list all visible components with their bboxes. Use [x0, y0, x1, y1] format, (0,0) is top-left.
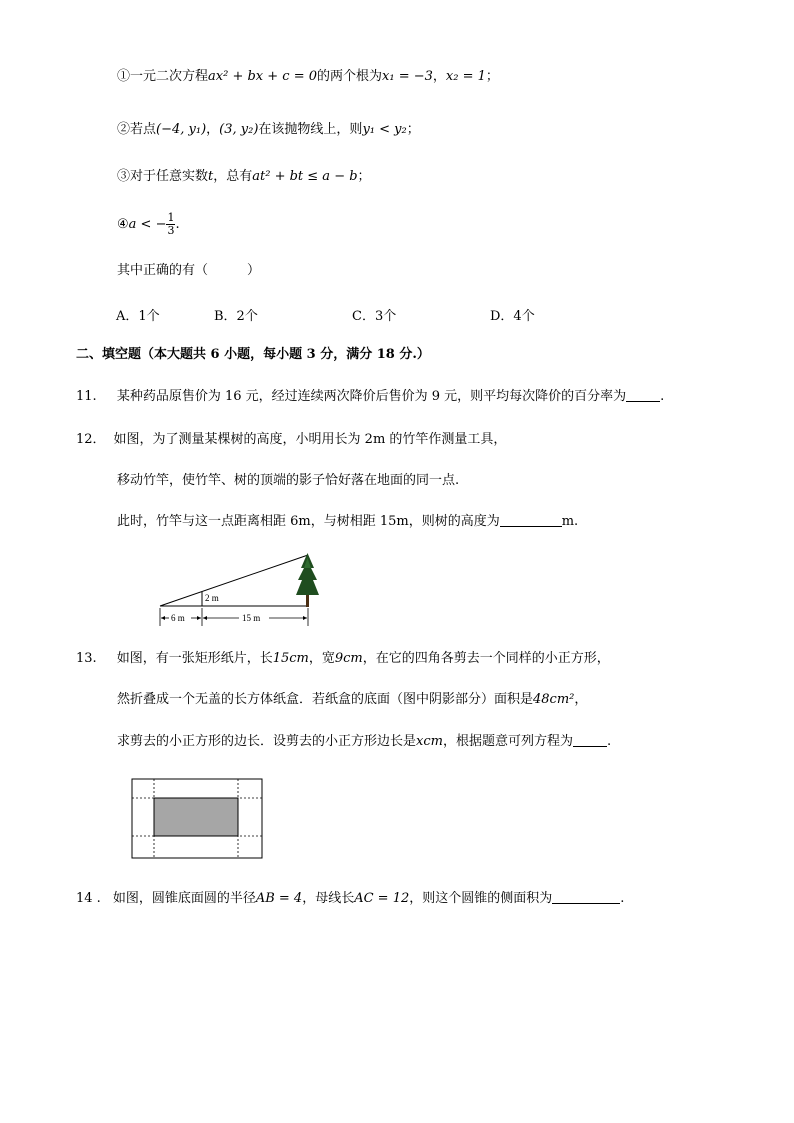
statement-3-t: t: [208, 169, 214, 184]
option-d[interactable]: D．4个: [490, 309, 535, 324]
q12-answer-blank[interactable]: [500, 513, 562, 527]
statement-3: [117, 168, 371, 186]
statement-2: [117, 121, 420, 139]
q12-line-3: [117, 513, 578, 531]
question-tail: 其中正确的有（ ）: [117, 263, 261, 278]
q13-length: 15cm: [272, 651, 309, 666]
question-13: [76, 650, 610, 668]
statement-3-end: ；: [357, 169, 371, 184]
q14-text-a: 如图，圆锥底面圆的半径: [112, 891, 256, 906]
fraction-denominator: 3: [167, 224, 175, 237]
section-title: 二、填空题（本大题共 6 小题，每小题 3 分，满分 18 分.）: [76, 347, 430, 362]
sight-line: [160, 555, 308, 606]
statement-1-end: ；: [485, 69, 499, 84]
q13-variable: xcm: [416, 734, 443, 749]
q13-line-3: [117, 733, 611, 751]
q13-line-2-a: 然折叠成一个无盖的长方体纸盒．若纸盒的底面（图中阴影部分）面积是: [117, 692, 534, 707]
left-distance-label: 6 m: [171, 613, 185, 623]
statement-4-end: .: [175, 217, 180, 232]
q13-answer-blank[interactable]: [573, 733, 607, 747]
paper-box-figure: [131, 778, 264, 860]
tree-shadow-figure: [155, 550, 327, 630]
statement-1-sep: ，: [432, 69, 446, 84]
q12-line-2: 移动竹竿，使竹竿、树的顶端的影子恰好落在地面的同一点.: [117, 473, 460, 488]
q11-end: .: [660, 389, 665, 404]
q14-number: 14 .: [76, 891, 101, 906]
statement-1: [117, 68, 499, 86]
tree-icon: [296, 553, 319, 607]
statement-1-prefix: ①一元二次方程: [117, 69, 209, 84]
box-base-shaded: [154, 798, 238, 836]
q13-width: 9cm: [334, 651, 363, 666]
q13-line-1-a: 如图，有一张矩形纸片，长: [116, 651, 273, 666]
statement-1-root2: x₂ = 1: [445, 69, 486, 84]
statement-4: [117, 211, 180, 239]
q12-line-1: 如图，为了测量某棵树的高度，小明用长为 2m 的竹竿作测量工具，: [113, 432, 507, 447]
q14-slant: AC = 12: [354, 891, 410, 906]
q13-area: 48cm²: [533, 692, 575, 707]
statement-2-sep: ，: [206, 122, 220, 137]
q13-line-3-c: ，根据题意可列方程为: [442, 734, 573, 749]
q14-end: .: [620, 891, 625, 906]
question-11: [76, 388, 664, 406]
statement-2-point2: (3, y₂): [219, 122, 259, 137]
q12-line-3-end: m.: [561, 514, 579, 529]
statement-2-prefix: ②若点: [117, 122, 157, 137]
statement-3-inequality: at² + bt ≤ a − b: [252, 169, 358, 184]
q13-line-3-end: .: [606, 734, 612, 749]
q12-line-3-text: 此时，竹竿与这一点距离相距 6m，与树相距 15m，则树的高度为: [117, 514, 500, 529]
statement-1-mid: 的两个根为: [317, 69, 383, 84]
fraction-numerator: 1: [167, 211, 175, 224]
q11-text: 某种药品原售价为 16 元，经过连续两次降价后售价为 9 元，则平均每次降价的百分率为: [116, 389, 627, 404]
q13-line-1-c: ，宽: [308, 651, 335, 666]
q11-number: 11.: [76, 389, 97, 404]
statement-2-mid: 在该抛物线上，则: [258, 122, 363, 137]
q13-line-3-a: 求剪去的小正方形的边长．设剪去的小正方形边长是: [117, 734, 417, 749]
q14-radius: AB = 4: [255, 891, 303, 906]
option-b[interactable]: B．2个: [214, 309, 258, 324]
statement-2-inequality: y₁ < y₂: [362, 122, 407, 137]
q12-number: 12．: [76, 432, 106, 447]
q14-text-b: ，母线长: [302, 891, 355, 906]
statement-2-point1: (−4, y₁): [156, 122, 207, 137]
right-distance-label: 15 m: [242, 613, 261, 623]
q14-answer-blank[interactable]: [552, 890, 620, 904]
statement-3-mid: ，总有: [213, 169, 253, 184]
q13-line-1-e: ，在它的四角各剪去一个同样的小正方形，: [362, 651, 610, 666]
q11-answer-blank[interactable]: [626, 388, 660, 402]
q14-text-c: ，则这个圆锥的侧面积为: [409, 891, 553, 906]
question-12: [76, 431, 506, 449]
q13-number: 13.: [76, 651, 97, 666]
option-a[interactable]: A．1个: [116, 309, 160, 324]
statement-4-lhs: a < −: [128, 217, 167, 232]
option-c[interactable]: C．3个: [352, 309, 397, 324]
pole-height-label: 2 m: [205, 593, 219, 603]
statement-1-root1: x₁ = −3: [382, 69, 433, 84]
q13-line-2: [117, 691, 587, 709]
statement-2-end: ；: [406, 122, 420, 137]
question-14: [76, 890, 624, 908]
statement-1-equation: ax² + bx + c = 0: [208, 69, 317, 84]
q13-line-2-c: ，: [574, 692, 588, 707]
statement-3-prefix: ③对于任意实数: [117, 169, 209, 184]
statement-4-prefix: ④: [117, 217, 129, 232]
